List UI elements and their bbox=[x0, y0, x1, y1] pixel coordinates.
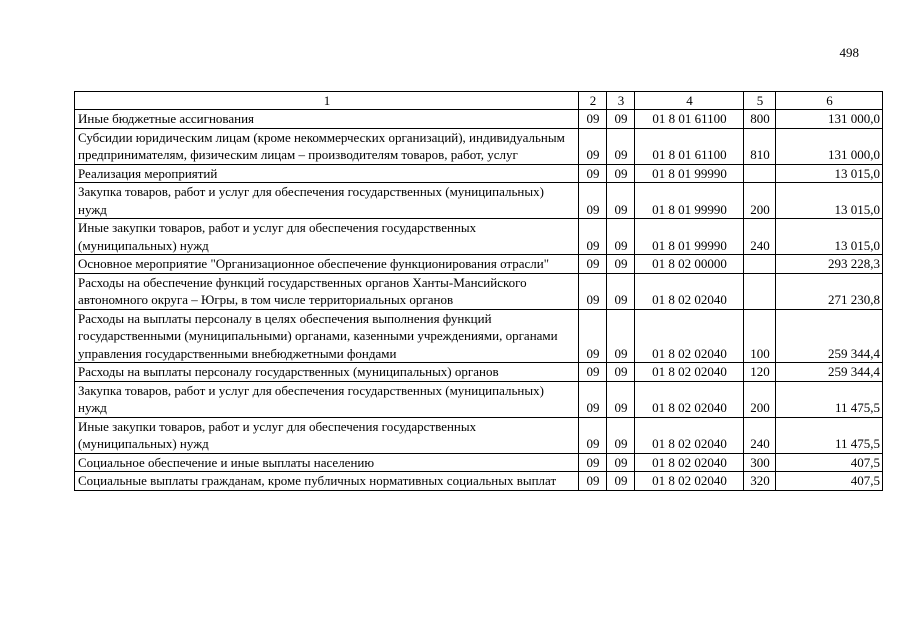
row-subsection: 09 bbox=[607, 110, 635, 129]
row-amount: 13 015,0 bbox=[776, 219, 883, 255]
header-col-6: 6 bbox=[776, 92, 883, 110]
header-col-2: 2 bbox=[579, 92, 607, 110]
page-number: 498 bbox=[839, 45, 859, 60]
row-section: 09 bbox=[579, 164, 607, 183]
row-expense-type bbox=[744, 255, 776, 274]
row-amount: 293 228,3 bbox=[776, 255, 883, 274]
row-subsection: 09 bbox=[607, 309, 635, 363]
row-subsection: 09 bbox=[607, 128, 635, 164]
table-row bbox=[75, 309, 883, 363]
row-expense-type: 810 bbox=[744, 128, 776, 164]
row-expense-type: 240 bbox=[744, 219, 776, 255]
table-row bbox=[75, 453, 883, 472]
row-target-code: 01 8 02 00000 bbox=[635, 255, 744, 274]
table-row bbox=[75, 381, 883, 417]
row-name: Расходы на выплаты персоналу в целях обеспечения выполнения функций государственными (муниципальными) органами, казенными учреждениями, органами управления государственными внебюджетными фондами bbox=[75, 309, 579, 363]
row-expense-type bbox=[744, 273, 776, 309]
row-amount: 259 344,4 bbox=[776, 363, 883, 382]
row-target-code: 01 8 02 02040 bbox=[635, 453, 744, 472]
table-row bbox=[75, 183, 883, 219]
row-section: 09 bbox=[579, 309, 607, 363]
header-col-5: 5 bbox=[744, 92, 776, 110]
row-expense-type: 120 bbox=[744, 363, 776, 382]
row-name: Закупка товаров, работ и услуг для обеспечения государственных (муниципальных) нужд bbox=[75, 381, 579, 417]
table-row bbox=[75, 417, 883, 453]
header-col-3: 3 bbox=[607, 92, 635, 110]
table-row bbox=[75, 219, 883, 255]
row-amount: 407,5 bbox=[776, 453, 883, 472]
row-amount: 271 230,8 bbox=[776, 273, 883, 309]
row-section: 09 bbox=[579, 183, 607, 219]
row-subsection: 09 bbox=[607, 255, 635, 274]
row-target-code: 01 8 01 99990 bbox=[635, 219, 744, 255]
row-target-code: 01 8 02 02040 bbox=[635, 417, 744, 453]
row-section: 09 bbox=[579, 453, 607, 472]
table-row bbox=[75, 363, 883, 382]
row-section: 09 bbox=[579, 273, 607, 309]
row-subsection: 09 bbox=[607, 183, 635, 219]
row-amount: 259 344,4 bbox=[776, 309, 883, 363]
row-target-code: 01 8 02 02040 bbox=[635, 273, 744, 309]
table-row bbox=[75, 128, 883, 164]
row-name: Социальные выплаты гражданам, кроме публичных нормативных социальных выплат bbox=[75, 472, 579, 491]
row-amount: 13 015,0 bbox=[776, 164, 883, 183]
row-subsection: 09 bbox=[607, 164, 635, 183]
row-name: Основное мероприятие "Организационное обеспечение функционирования отрасли" bbox=[75, 255, 579, 274]
row-expense-type: 800 bbox=[744, 110, 776, 129]
row-target-code: 01 8 01 99990 bbox=[635, 183, 744, 219]
row-name: Реализация мероприятий bbox=[75, 164, 579, 183]
row-subsection: 09 bbox=[607, 363, 635, 382]
row-section: 09 bbox=[579, 417, 607, 453]
row-expense-type: 320 bbox=[744, 472, 776, 491]
table-row bbox=[75, 273, 883, 309]
row-section: 09 bbox=[579, 381, 607, 417]
row-amount: 407,5 bbox=[776, 472, 883, 491]
table-row bbox=[75, 164, 883, 183]
row-expense-type: 100 bbox=[744, 309, 776, 363]
row-section: 09 bbox=[579, 472, 607, 491]
row-subsection: 09 bbox=[607, 417, 635, 453]
row-expense-type: 300 bbox=[744, 453, 776, 472]
table-row bbox=[75, 472, 883, 491]
row-subsection: 09 bbox=[607, 453, 635, 472]
row-name: Расходы на обеспечение функций государственных органов Ханты-Мансийского автономного округа – Югры, в том числе территориальных органов bbox=[75, 273, 579, 309]
row-subsection: 09 bbox=[607, 472, 635, 491]
row-amount: 11 475,5 bbox=[776, 381, 883, 417]
row-section: 09 bbox=[579, 219, 607, 255]
table-row bbox=[75, 110, 883, 129]
row-name: Иные закупки товаров, работ и услуг для обеспечения государственных (муниципальных) нужд bbox=[75, 219, 579, 255]
row-name: Социальное обеспечение и иные выплаты населению bbox=[75, 453, 579, 472]
row-section: 09 bbox=[579, 128, 607, 164]
table-row bbox=[75, 255, 883, 274]
row-amount: 131 000,0 bbox=[776, 110, 883, 129]
row-target-code: 01 8 02 02040 bbox=[635, 363, 744, 382]
row-amount: 11 475,5 bbox=[776, 417, 883, 453]
row-subsection: 09 bbox=[607, 381, 635, 417]
row-expense-type: 240 bbox=[744, 417, 776, 453]
row-section: 09 bbox=[579, 110, 607, 129]
row-name: Закупка товаров, работ и услуг для обеспечения государственных (муниципальных) нужд bbox=[75, 183, 579, 219]
header-col-4: 4 bbox=[635, 92, 744, 110]
row-amount: 131 000,0 bbox=[776, 128, 883, 164]
row-subsection: 09 bbox=[607, 219, 635, 255]
row-target-code: 01 8 02 02040 bbox=[635, 381, 744, 417]
row-subsection: 09 bbox=[607, 273, 635, 309]
budget-table bbox=[74, 91, 883, 491]
row-expense-type: 200 bbox=[744, 183, 776, 219]
row-section: 09 bbox=[579, 363, 607, 382]
row-amount: 13 015,0 bbox=[776, 183, 883, 219]
row-target-code: 01 8 02 02040 bbox=[635, 309, 744, 363]
row-name: Субсидии юридическим лицам (кроме некоммерческих организаций), индивидуальным предпринимателям, физическим лицам – производителям товаров, работ, услуг bbox=[75, 128, 579, 164]
header-col-1: 1 bbox=[75, 92, 579, 110]
row-expense-type bbox=[744, 164, 776, 183]
row-name: Расходы на выплаты персоналу государственных (муниципальных) органов bbox=[75, 363, 579, 382]
row-target-code: 01 8 01 61100 bbox=[635, 110, 744, 129]
row-expense-type: 200 bbox=[744, 381, 776, 417]
row-name: Иные бюджетные ассигнования bbox=[75, 110, 579, 129]
row-name: Иные закупки товаров, работ и услуг для обеспечения государственных (муниципальных) нужд bbox=[75, 417, 579, 453]
table-header-row bbox=[75, 92, 883, 110]
row-target-code: 01 8 01 99990 bbox=[635, 164, 744, 183]
row-target-code: 01 8 01 61100 bbox=[635, 128, 744, 164]
row-target-code: 01 8 02 02040 bbox=[635, 472, 744, 491]
row-section: 09 bbox=[579, 255, 607, 274]
